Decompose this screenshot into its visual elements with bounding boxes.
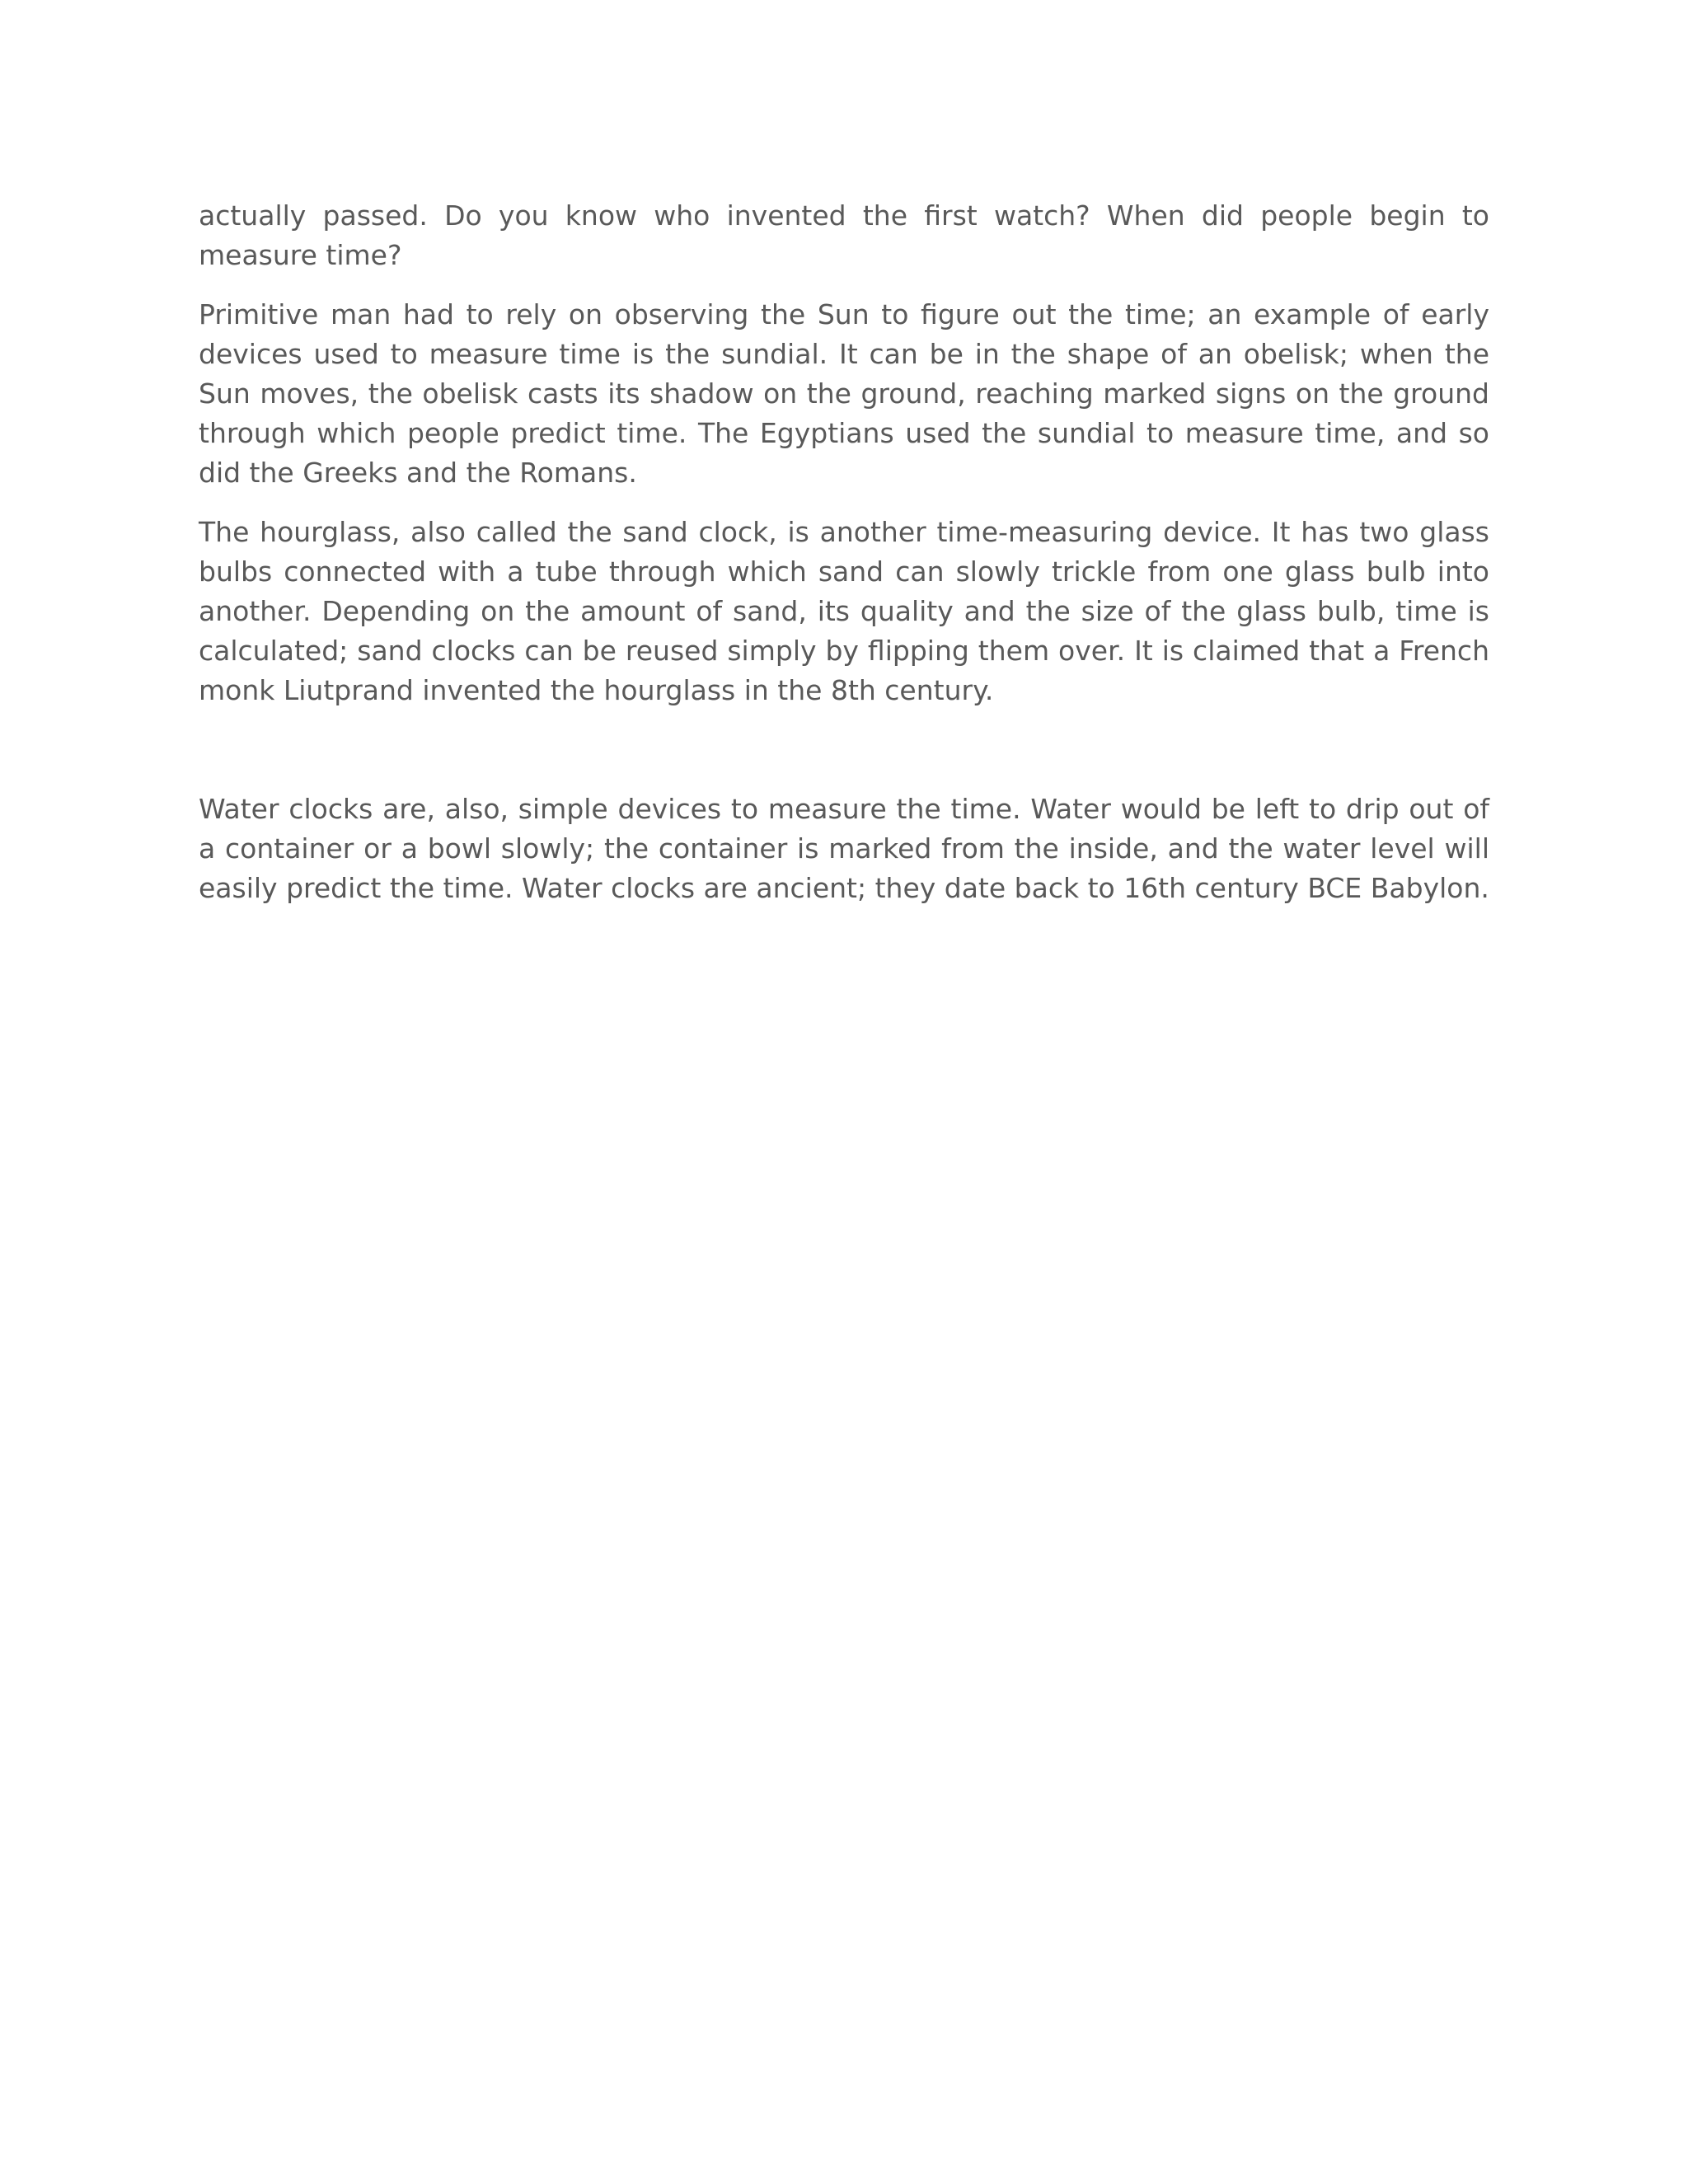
paragraph-hourglass: The hourglass, also called the sand clock, is another time-measuring device. It has two glass bulbs connected with a tube through which sand can slowly trickle from one glass bulb into another. Depending on the amount of sand, its quality and the size of the glass bulb, time is calculated; sand clocks can be reused simply by flipping them over. It is claimed that a French monk Liutprand invented the hourglass in the 8th century.	[199, 516, 1489, 706]
document-body	[199, 196, 1489, 928]
paragraph-intro: actually passed. Do you know who invented the first watch? When did people begin to measure time?	[199, 199, 1489, 271]
paragraph-water-clock: Water clocks are, also, simple devices to measure the time. Water would be left to drip out of a container or a bowl slowly; the container is marked from the inside, and the water level will easily predict the time. Water clocks are ancient; they date back to 16th century BCE Babylon.	[199, 793, 1489, 904]
paragraph-sundial: Primitive man had to rely on observing the Sun to figure out the time; an example of early devices used to measure time is the sundial. It can be in the shape of an obelisk; when the Sun moves, the obelisk casts its shadow on the ground, reaching marked signs on the ground through which people predict time. The Egyptians used the sundial to measure time, and so did the Greeks and the Romans.	[199, 298, 1489, 489]
paragraph-spacer	[199, 730, 1489, 790]
